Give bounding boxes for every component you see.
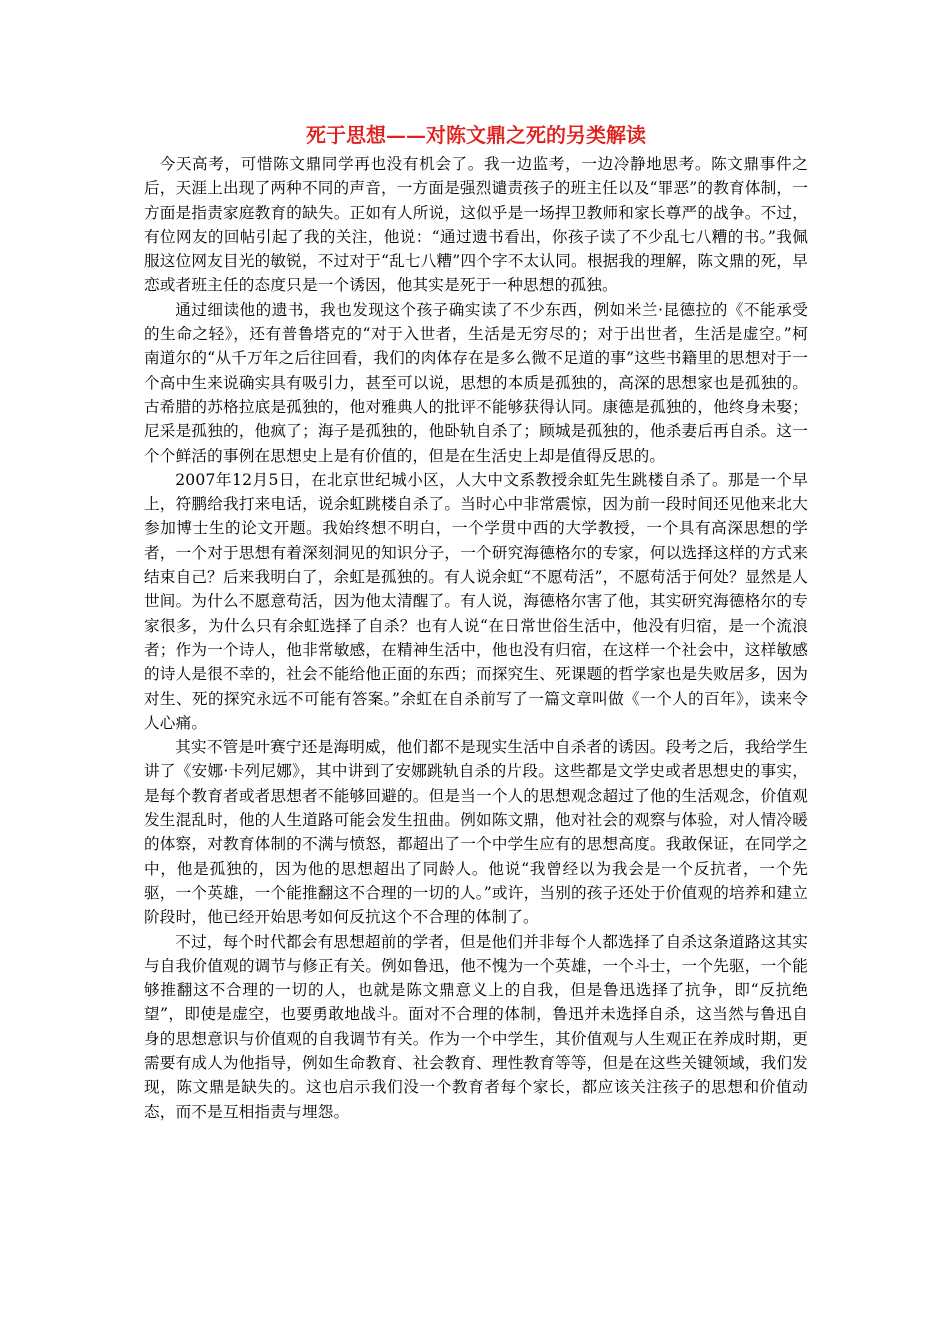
paragraph-4: 其实不管是叶赛宁还是海明威，他们都不是现实生活中自杀者的诱因。段考之后，我给学生讲了《安娜·卡列尼娜》，其中讲到了安娜跳轨自杀的片段。这些都是文学史或者思想史的事实，是每个教育者或者思想者不能够回避的。但是当一个人的思想观念超过了他的生活观念，价值观发生混乱时，他的人生道路可能会发生扭曲。例如陈文鼎，他对社会的观察与体验，对人情冷暖的体察，对教育体制的不满与愤怒，都超出了一个中学生应有的思想高度。我敢保证，在同学之中，他是孤独的，因为他的思想超出了同龄人。他说“我曾经以为我会是一个反抗者，一个先驱，一个英雄，一个能推翻这不合理的一切的人。”或许，当别的孩子还处于价值观的培养和建立阶段时，他已经开始思考如何反抗这个不合理的体制了。 (144, 738, 808, 927)
paragraph-3: 2007年12月5日，在北京世纪城小区，人大中文系教授余虹先生跳楼自杀了。那是一个早上，符鹏给我打来电话，说余虹跳楼自杀了。当时心中非常震惊，因为前一段时间还见他来北大参加博士生的论文开题。我始终想不明白，一个学贯中西的大学教授，一个具有高深思想的学者，一个对于思想有着深刻洞见的知识分子，一个研究海德格尔的专家，何以选择这样的方式来结束自己？后来我明白了，余虹是孤独的。有人说余虹“不愿苟活”，不愿苟活于何处？显然是人世间。为什么不愿意苟活，因为他太清醒了。有人说，海德格尔害了他，其实研究海德格尔的专家很多，为什么只有余虹选择了自杀？也有人说“在日常世俗生活中，他没有归宿，是一个流浪者；作为一个诗人，他非常敏感，在精神生活中，他也没有归宿，在这样一个社会中，这样敏感的诗人是很不幸的，社会不能给他正面的东西；而探究生、死课题的哲学家也是失败居多，因为对生、死的探究永远不可能有答案。”余虹在自杀前写了一篇文章叫做《一个人的百年》，读来令人心痛。 (144, 470, 808, 732)
document-body (144, 118, 808, 1124)
paragraph-1: 今天高考，可惜陈文鼎同学再也没有机会了。我一边监考，一边冷静地思考。陈文鼎事件之后，天涯上出现了两种不同的声音，一方面是强烈谴责孩子的班主任以及“罪恶”的教育体制，一方面是指责家庭教育的缺失。正如有人所说，这似乎是一场捍卫教师和家长尊严的战争。不过，有位网友的回帖引起了我的关注，他说：“通过遗书看出，你孩子读了不少乱七八糟的书。”我佩服这位网友目光的敏锐，不过对于“乱七八糟”四个字不太认同。根据我的理解，陈文鼎的死，早恋或者班主任的态度只是一个诱因，他其实是死于一种思想的孤独。 (144, 155, 808, 295)
paragraph-5: 不过，每个时代都会有思想超前的学者，但是他们并非每个人都选择了自杀这条道路这其实与自我价值观的调节与修正有关。例如鲁迅，他不愧为一个英雄，一个斗士，一个先驱，一个能够推翻这不合理的一切的人，也就是陈文鼎意义上的自我，但是鲁迅选择了抗争，即“反抗绝望”，即使是虚空，也要勇敢地战斗。面对不合理的体制，鲁迅并未选择自杀，这当然与鲁迅自身的思想意识与价值观的自我调节有关。作为一个中学生，其价值观与人生观正在养成时期，更需要有成人为他指导，例如生命教育、社会教育、理性教育等等，但是在这些关键领域，我们发现，陈文鼎是缺失的。这也启示我们没一个教育者每个家长，都应该关注孩子的思想和价值动态，而不是互相指责与埋怨。 (144, 932, 808, 1121)
paragraph-2: 通过细读他的遗书，我也发现这个孩子确实读了不少东西，例如米兰·昆德拉的《不能承受的生命之轻》，还有普鲁塔克的“对于入世者，生活是无穷尽的；对于出世者，生活是虚空。”柯南道尔的“从千万年之后往回看，我们的肉体存在是多么微不足道的事”这些书籍里的思想对于一个高中生来说确实具有吸引力，甚至可以说，思想的本质是孤独的，高深的思想家也是孤独的。古希腊的苏格拉底是孤独的，他对雅典人的批评不能够获得认同。康德是孤独的，他终身未娶；尼采是孤独的，他疯了；海子是孤独的，他卧轨自杀了；顾城是孤独的，他杀妻后再自杀。这一个个鲜活的事例在思想史上是有价值的，但是在生活史上却是值得反思的。 (144, 300, 808, 465)
document-title: 死于思想——对陈文鼎之死的另类解读 (306, 123, 646, 147)
